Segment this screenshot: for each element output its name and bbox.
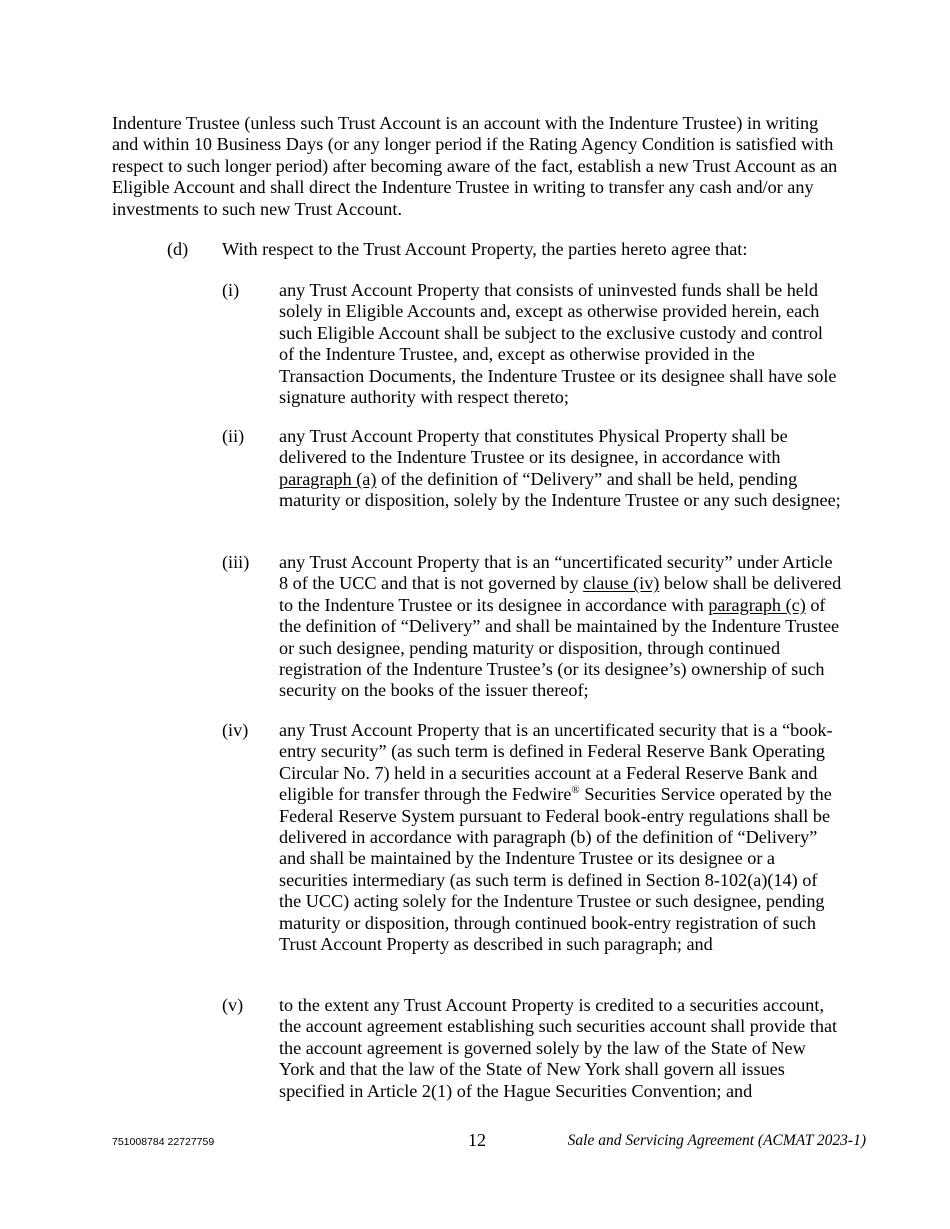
clause-iv-text: any Trust Account Property that is an uncertificated security that is a “book-entry security” (as such term is defined in Federal Reserve Bank Operating Circular No. 7) held in a securities account at a Federal Reserve Bank and eligible for transfer through the Fedwire® Securities Service operated by the Federal Reserve System pursuant to Federal book-entry regulations shall be delivered in accordance with paragraph (b) of the definition of “Delivery” and shall be maintained by the Indenture Trustee or its designee or a securities intermediary (as such term is defined in Section 8-102(a)(14) of the UCC) acting solely for the Indenture Trustee or such designee, pending maturity or disposition, through continued book-entry registration of such Trust Account Property as described in such paragraph; and xyxy=(279,720,833,955)
subsection-d-marker: (d) xyxy=(167,239,189,259)
clause-v-text: to the extent any Trust Account Property is credited to a securities account, the account agreement establishing such securities account shall provide that the account agreement is governed solely by the law of the State of New York and that the law of the State of New York shall govern all issues specified in Article 2(1) of the Hague Securities Convention; and xyxy=(279,995,838,1101)
clause-ii-marker: (ii) xyxy=(222,426,245,446)
clause-iii-text: any Trust Account Property that is an “uncertificated security” under Article 8 of the UCC and that is not governed by clause (iv) below shall be delivered to the Indenture Trustee or its designee in accordance with paragraph (c) of the definition of “Delivery” and shall be maintained by the Indenture Trustee or such designee, pending maturity or disposition, through continued registration of the Indenture Trustee’s (or its designee’s) ownership of such security on the books of the issuer thereof; xyxy=(279,552,842,701)
paragraph-a-reference[interactable]: paragraph (a) xyxy=(279,468,377,489)
intro-paragraph: Indenture Trustee (unless such Trust Account is an account with the Indenture Trustee) in writing and within 10 Business Days (or any longer period if the Rating Agency Condition is satisfied with respect to such longer period) after becoming aware of the fact, establish a new Trust Account as an Eligible Account and shall direct the Indenture Trustee in writing to transfer any cash and/or any investments to such new Trust Account. xyxy=(112,113,838,219)
clause-iv-reference[interactable]: clause (iv) xyxy=(583,573,660,594)
footer-document-title: Sale and Servicing Agreement (ACMAT 2023-1) xyxy=(567,1132,866,1149)
footer-document-id: 751008784 22727759 xyxy=(112,1136,215,1148)
clause-ii-text: any Trust Account Property that constitutes Physical Property shall be delivered to the Indenture Trustee or its designee, in accordance with paragraph (a) of the definition of “Delivery” and shall be held, pending maturity or disposition, solely by the Indenture Trustee or any such designee; xyxy=(279,426,841,511)
clause-iii-marker: (iii) xyxy=(222,552,250,572)
registered-mark: ® xyxy=(571,784,580,797)
subsection-d-text: With respect to the Trust Account Property, the parties hereto agree that: xyxy=(222,239,748,259)
paragraph-c-reference[interactable]: paragraph (c) xyxy=(708,594,806,615)
footer-page-number: 12 xyxy=(468,1130,486,1150)
clause-i-text: any Trust Account Property that consists of uninvested funds shall be held solely in Eligible Accounts and, except as otherwise provided herein, each such Eligible Account shall be subject to the exclusive custody and control of the Indenture Trustee, and, except as otherwise provided in the Transaction Documents, the Indenture Trustee or its designee shall have sole signature authority with respect thereto; xyxy=(279,280,837,408)
clause-iv-marker: (iv) xyxy=(222,720,249,740)
clause-v-marker: (v) xyxy=(222,995,244,1015)
clause-i-marker: (i) xyxy=(222,280,240,300)
